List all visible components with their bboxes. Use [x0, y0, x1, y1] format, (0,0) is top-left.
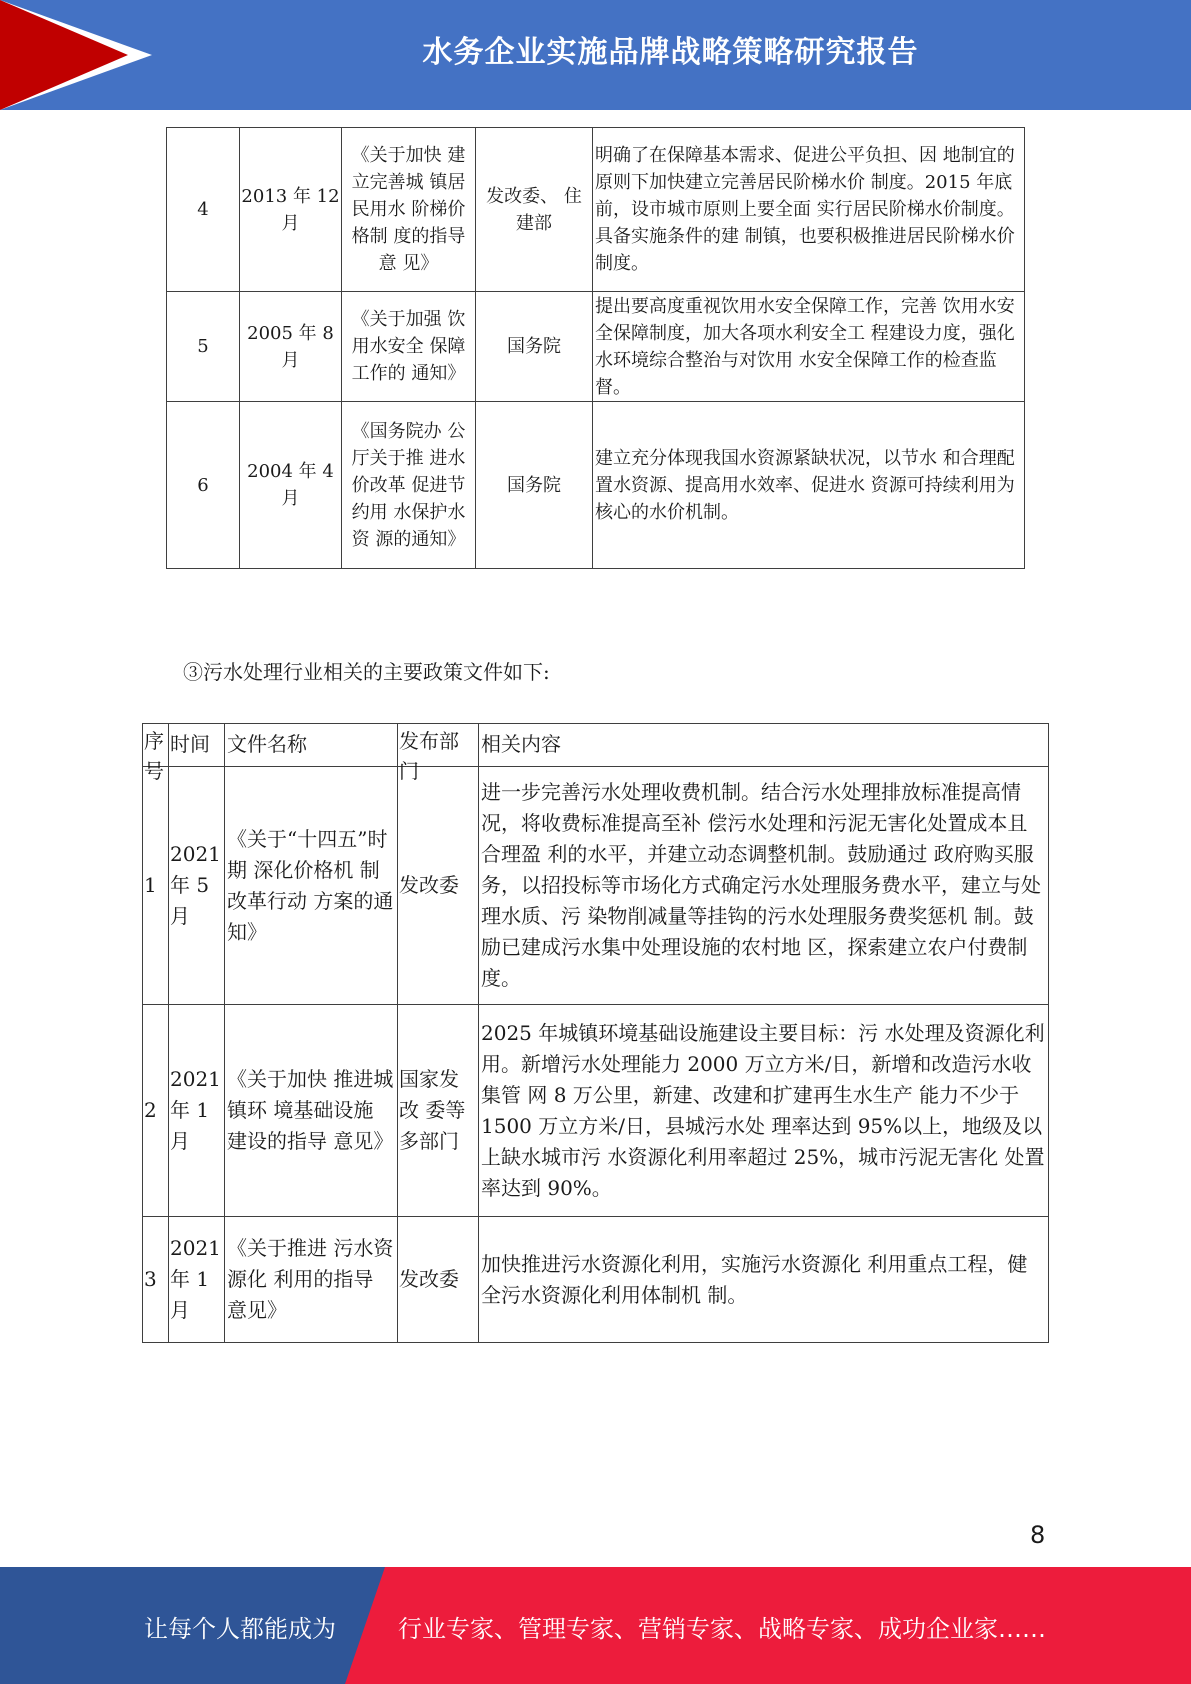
table-row: [143, 767, 1049, 1005]
header-department: 发布部门: [399, 729, 459, 783]
footer-slogan-left: 让每个人都能成为: [144, 1615, 336, 1643]
row-department: 国家发改 委等多部门: [398, 1005, 479, 1217]
row-department: 发改委: [398, 767, 479, 1005]
row-number: 4: [167, 128, 240, 292]
table-row: [143, 1005, 1049, 1217]
row-content: 建立充分体现我国水资源紧缺状况，以节水 和合理配置水资源、提高用水效率、促进水 资源可持续利用为核心的水价机制。: [593, 402, 1025, 569]
row-time: 2021 年 1 月: [169, 1005, 225, 1217]
page-footer: [0, 1567, 1191, 1684]
row-number: 1: [143, 767, 169, 1005]
row-document-name: 《关于加强 饮用水安全 保障工作的 通知》: [342, 292, 476, 402]
row-time: 2013 年 12 月: [240, 128, 342, 292]
header-content: 相关内容: [481, 732, 561, 756]
table-row: [167, 128, 1025, 292]
header-time: 时间: [170, 732, 210, 756]
report-title: 水务企业实施品牌战略策略研究报告: [422, 35, 919, 70]
row-time: 2005 年 8 月: [240, 292, 342, 402]
row-department: 国务院: [476, 402, 593, 569]
row-time: 2021 年 1 月: [169, 1217, 225, 1343]
table-header-row: [143, 724, 1049, 767]
row-content: 加快推进污水资源化利用，实施污水资源化 利用重点工程，健全污水资源化利用体制机 制。: [479, 1217, 1049, 1343]
header-number: 序号: [144, 729, 164, 783]
page-number: 8: [1030, 1521, 1046, 1549]
row-department: 发改委、 住建部: [476, 128, 593, 292]
section-intro: ③污水处理行业相关的主要政策文件如下:: [183, 660, 550, 684]
row-document-name: 《关于加快 建立完善城 镇居民用水 阶梯价格制 度的指导意 见》: [342, 128, 476, 292]
row-document-name: 《关于推进 污水资源化 利用的指导 意见》: [225, 1217, 398, 1343]
row-content: 提出要高度重视饮用水安全保障工作，完善 饮用水安全保障制度，加大各项水利安全工 程建设力度，强化水环境综合整治与对饮用 水安全保障工作的检查监督。: [593, 292, 1025, 402]
row-number: 6: [167, 402, 240, 569]
footer-slogan-right: 行业专家、管理专家、营销专家、战略专家、成功企业家……: [398, 1615, 1046, 1643]
row-number: 5: [167, 292, 240, 402]
header-document-name: 文件名称: [227, 732, 307, 756]
row-document-name: 《关于“十四五”时期 深化价格机 制改革行动 方案的通 知》: [225, 767, 398, 1005]
table-row: [167, 402, 1025, 569]
row-number: 2: [143, 1005, 169, 1217]
page-header: [0, 0, 1191, 110]
row-department: 国务院: [476, 292, 593, 402]
table-row: [143, 1217, 1049, 1343]
row-number: 3: [143, 1217, 169, 1343]
row-department: 发改委: [398, 1217, 479, 1343]
row-content: 进一步完善污水处理收费机制。结合污水处理排放标准提高情况，将收费标准提高至补 偿污水处理和污泥无害化处置成本且合理盈 利的水平，并建立动态调整机制。鼓励通过 政府购买服务，以招投标等市场化方式确定污水处理服务费水平，建立与处理水质、污 染物削减量等挂钩的污水处理服务费奖惩机 制。鼓励已建成污水集中处理设施的农村地 区，探索建立农户付费制度。: [479, 767, 1049, 1005]
row-content: 明确了在保障基本需求、促进公平负担、因 地制宜的原则下加快建立完善居民阶梯水价 制度。2015 年底前，设市城市原则上要全面 实行居民阶梯水价制度。具备实施条件的建 制镇，也要积极推进居民阶梯水价制度。: [593, 128, 1025, 292]
water-price-policy-table: [166, 127, 1025, 569]
sewage-policy-table: [142, 723, 1049, 1343]
row-time: 2004 年 4 月: [240, 402, 342, 569]
table-row: [167, 292, 1025, 402]
row-time: 2021 年 5 月: [169, 767, 225, 1005]
header-arrow-icon: [0, 0, 128, 110]
row-document-name: 《国务院办 公厅关于推 进水价改革 促进节约用 水保护水资 源的通知》: [342, 402, 476, 569]
row-content: 2025 年城镇环境基础设施建设主要目标：污 水处理及资源化利用。新增污水处理能力 2000 万立方米/日，新增和改造污水收集管 网 8 万公里，新建、改建和扩建再生水生产 能力不少于 1500 万立方米/日，县城污水处 理率达到 95%以上，地级及以上缺水城市污 水资源化利用率超过 25%，城市污泥无害化 处置率达到 90%。: [479, 1005, 1049, 1217]
row-document-name: 《关于加快 推进城镇环 境基础设施 建设的指导 意见》: [225, 1005, 398, 1217]
